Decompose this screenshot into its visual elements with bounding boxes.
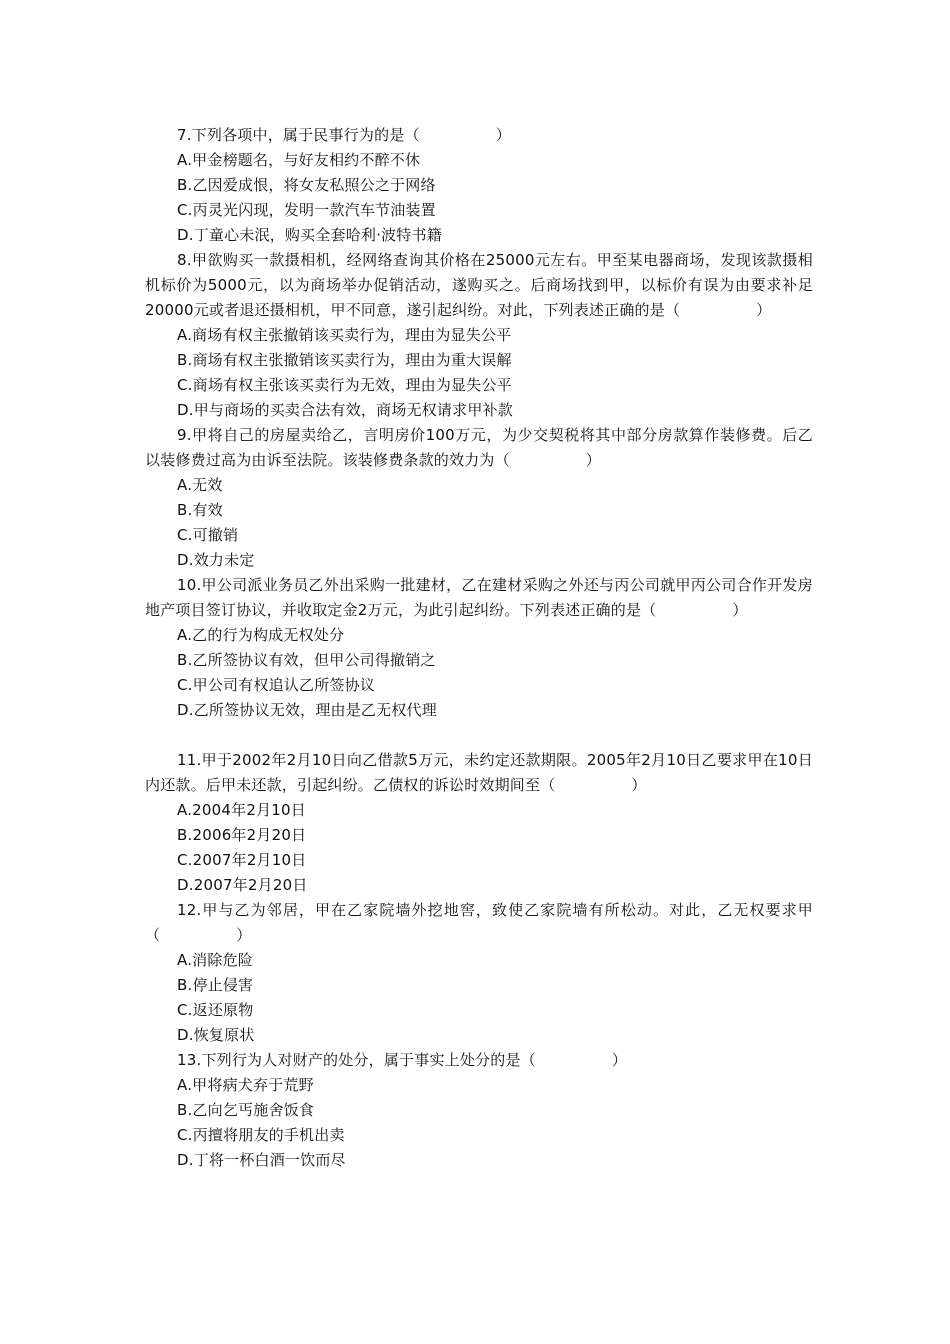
option-c: C.2007年2月10日	[177, 851, 307, 869]
question-stem: 7.下列各项中，属于民事行为的是（ ）	[177, 126, 511, 144]
option-b: B.停止侵害	[177, 976, 254, 994]
option-d: D.效力未定	[177, 551, 255, 569]
question-9	[145, 423, 813, 573]
option-d: D.甲与商场的买卖合法有效，商场无权请求甲补款	[177, 401, 513, 419]
question-11	[145, 748, 813, 898]
option-c: C.丙擅将朋友的手机出卖	[177, 1126, 345, 1144]
option-a: A.2004年2月10日	[177, 801, 306, 819]
option-c: C.丙灵光闪现，发明一款汽车节油装置	[177, 201, 436, 219]
option-d: D.2007年2月20日	[177, 876, 308, 894]
option-a: A.商场有权主张撤销该买卖行为，理由为显失公平	[177, 326, 512, 344]
question-stem: 8.甲欲购买一款摄相机，经网络查询其价格在25000元左右。甲至某电器商场，发现该款摄相机标价为5000元，以为商场举办促销活动，遂购买之。后商场找到甲，以标价有误为由要求补足20000元或者退还摄相机，甲不同意，遂引起纠纷。对此，下列表述正确的是（ ）	[145, 251, 813, 319]
question-stem: 12.甲与乙为邻居，甲在乙家院墙外挖地窖，致使乙家院墙有所松动。对此，乙无权要求甲（ ）	[145, 901, 813, 944]
question-stem: 9.甲将自己的房屋卖给乙，言明房价100万元，为少交契税将其中部分房款算作装修费。后乙以装修费过高为由诉至法院。该装修费条款的效力为（ ）	[145, 426, 813, 469]
option-d: D.乙所签协议无效，理由是乙无权代理	[177, 701, 437, 719]
question-stem: 13.下列行为人对财产的处分，属于事实上处分的是（ ）	[177, 1051, 628, 1069]
option-c: C.返还原物	[177, 1001, 254, 1019]
option-d: D.丁将一杯白酒一饮而尽	[177, 1151, 346, 1169]
option-a: A.甲将病犬弃于荒野	[177, 1076, 314, 1094]
question-stem: 10.甲公司派业务员乙外出采购一批建材，乙在建材采购之外还与丙公司就甲丙公司合作开发房地产项目签订协议，并收取定金2万元，为此引起纠纷。下列表述正确的是（ ）	[145, 576, 813, 619]
question-list	[145, 123, 813, 1173]
option-b: B.有效	[177, 501, 223, 519]
option-c: C.甲公司有权追认乙所签协议	[177, 676, 376, 694]
option-d: D.恢复原状	[177, 1026, 255, 1044]
blank-line	[145, 723, 813, 748]
question-8	[145, 248, 813, 423]
option-b: B.乙向乞丐施舍饭食	[177, 1101, 315, 1119]
option-b: B.乙因爱成恨，将女友私照公之于网络	[177, 176, 436, 194]
question-12	[145, 898, 813, 1048]
question-stem: 11.甲于2002年2月10日向乙借款5万元，未约定还款期限。2005年2月10日乙要求甲在10日内还款。后甲未还款，引起纠纷。乙债权的诉讼时效期间至（ ）	[145, 751, 813, 794]
option-b: B.乙所签协议有效，但甲公司得撤销之	[177, 651, 436, 669]
option-b: B.2006年2月20日	[177, 826, 307, 844]
question-10	[145, 573, 813, 723]
question-7	[145, 123, 813, 248]
option-a: A.消除危险	[177, 951, 253, 969]
question-13	[145, 1048, 813, 1173]
option-c: C.商场有权主张该买卖行为无效，理由为显失公平	[177, 376, 512, 394]
option-c: C.可撤销	[177, 526, 239, 544]
option-a: A.乙的行为构成无权处分	[177, 626, 345, 644]
option-a: A.甲金榜题名，与好友相约不醉不休	[177, 151, 421, 169]
option-d: D.丁童心未泯，购买全套哈利·波特书籍	[177, 226, 442, 244]
option-a: A.无效	[177, 476, 223, 494]
option-b: B.商场有权主张撤销该买卖行为，理由为重大误解	[177, 351, 512, 369]
